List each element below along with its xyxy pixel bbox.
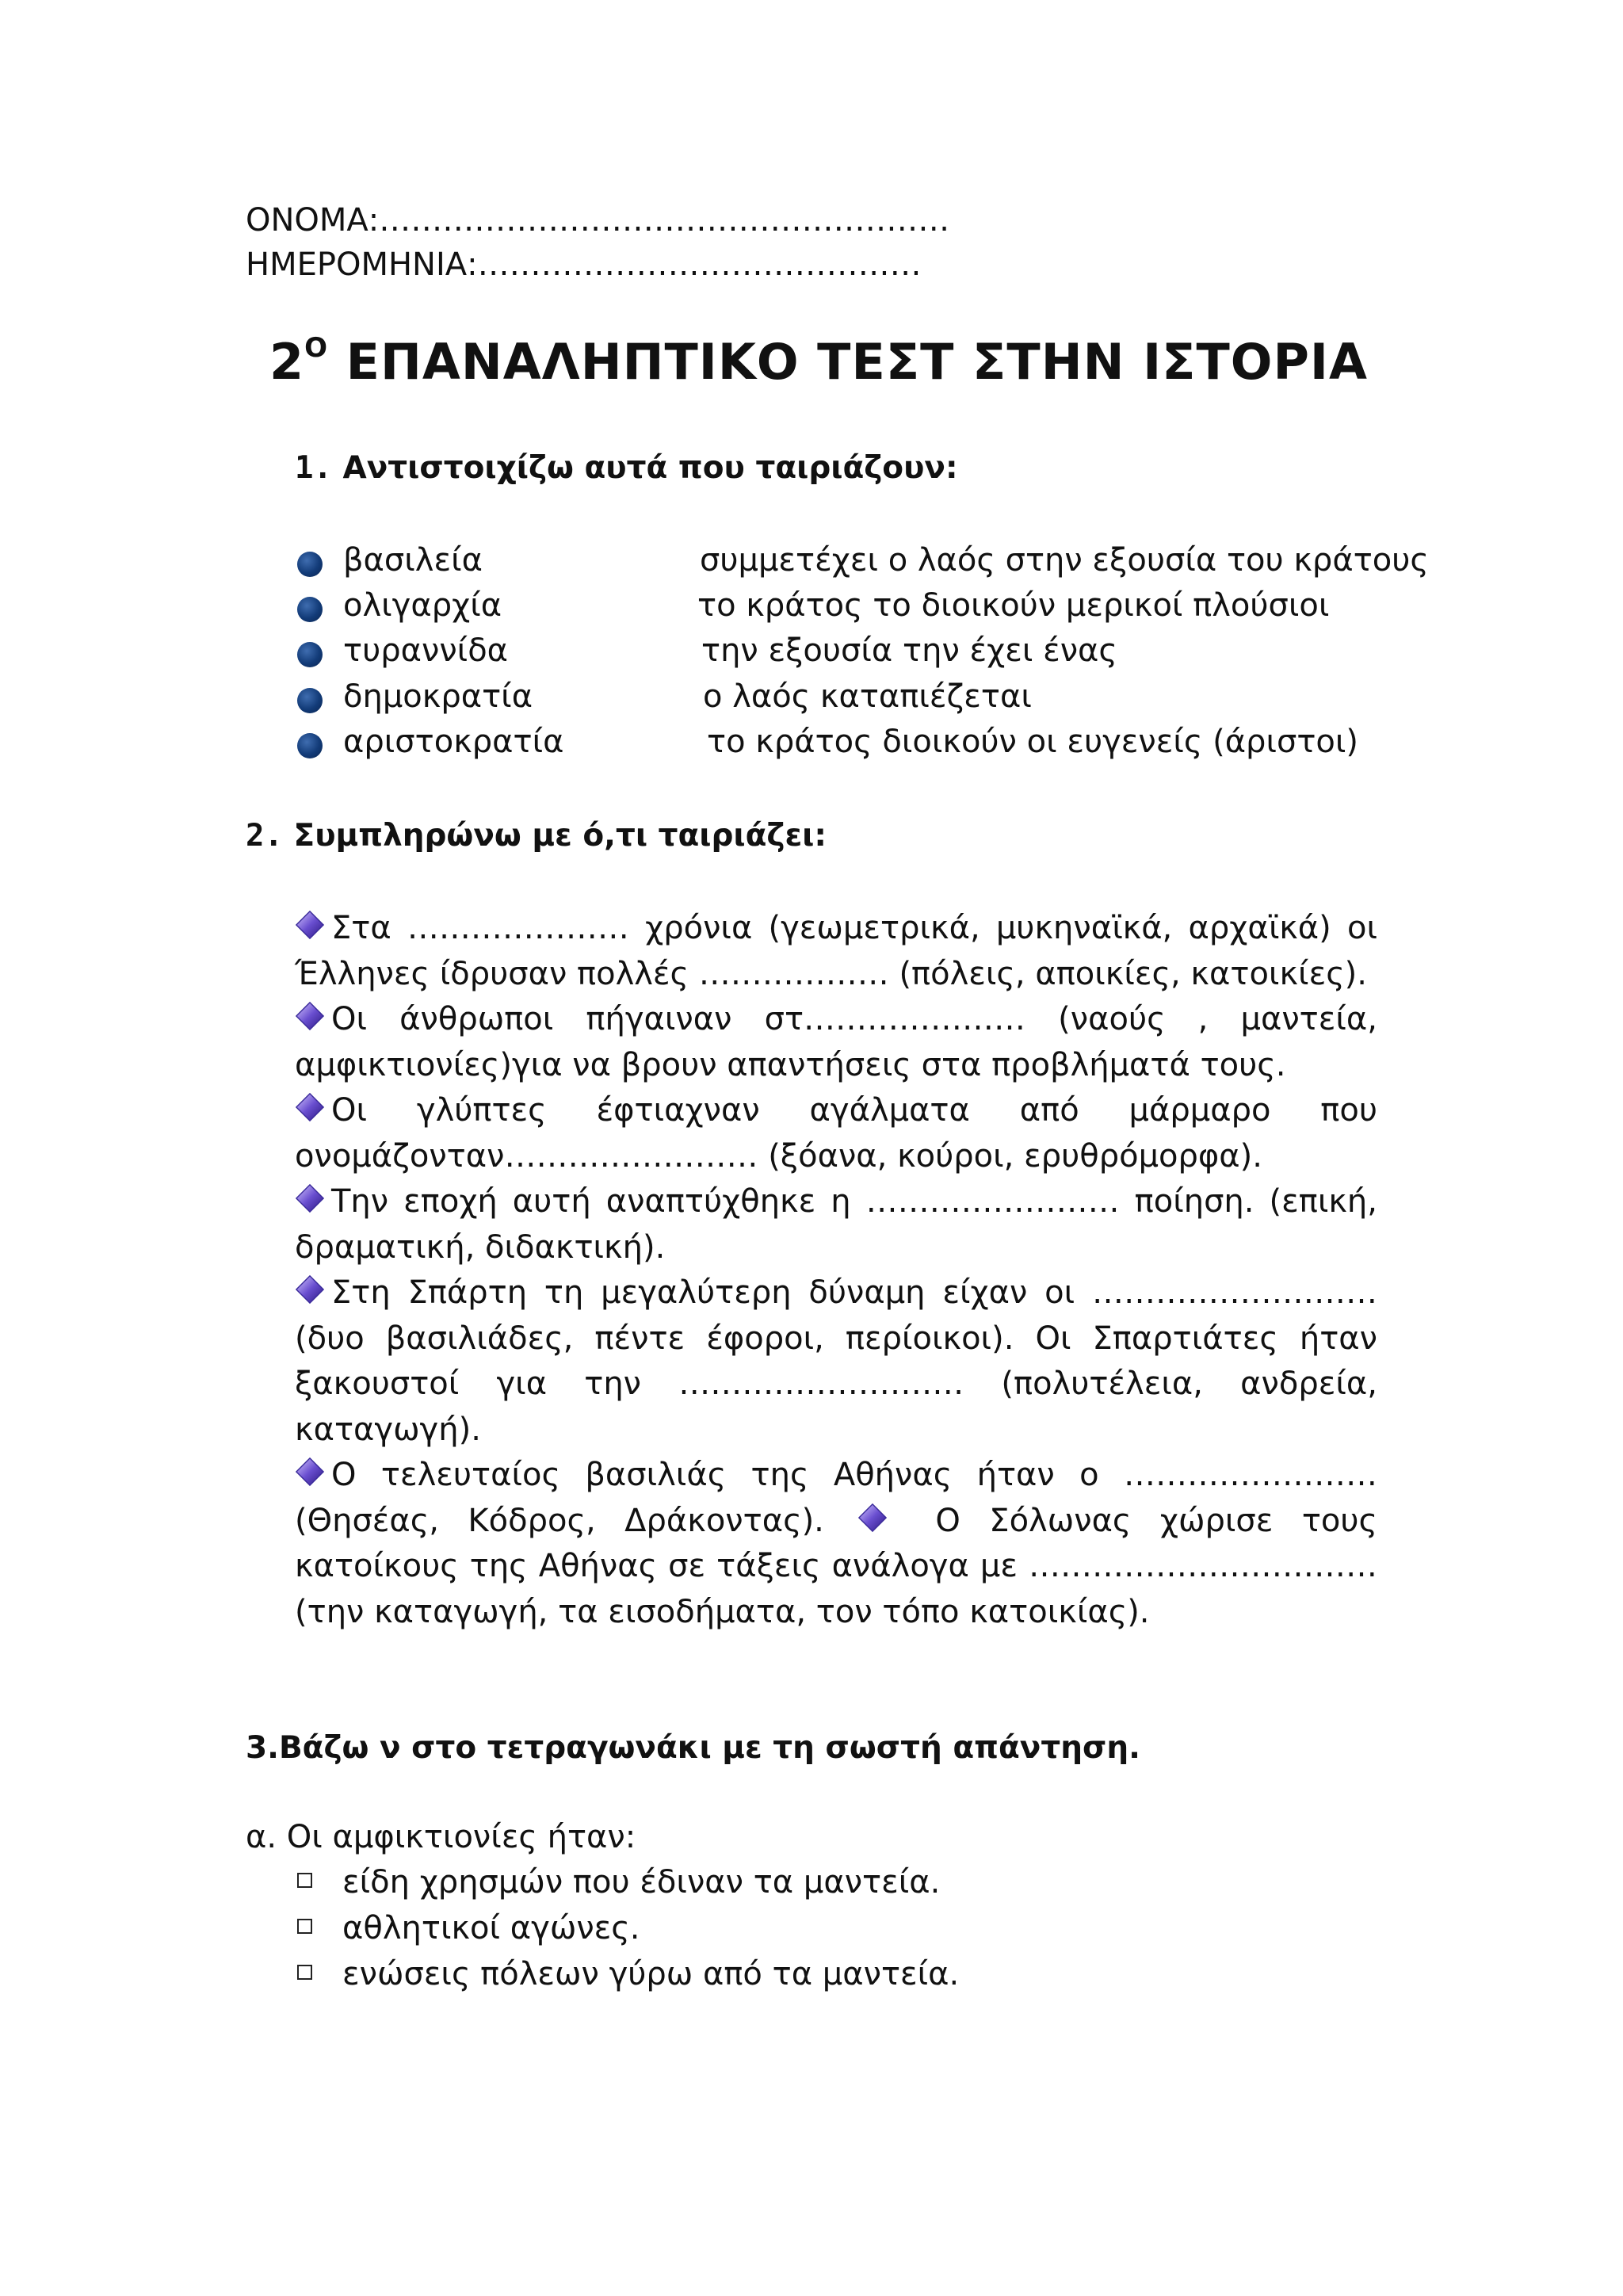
date-field-line: ΗΜΕΡΟΜΗΝΙΑ:…………………………………… [246, 246, 922, 283]
checkbox-icon[interactable] [297, 1919, 312, 1934]
answer-option-label: ενώσεις πόλεων γύρω από τα μαντεία. [342, 1956, 960, 1992]
section3-heading: 3.Βάζω ν στο τετραγωνάκι με τη σωστή απάντηση. [246, 1730, 1140, 1766]
match-right-item: την εξουσία την έχει ένας [701, 632, 1117, 669]
match-row [297, 587, 1407, 632]
title-superscript: Ο [304, 332, 329, 365]
fill-in-sentence: Στη Σπάρτη τη μεγαλύτερη δύναμη είχαν οι ……………………… (δυο βασιλιάδες, πέντε έφοροι, περίοικοι). Οι Σπαρτιάτες ήταν ξακουστοί για την ……………………… (πολυτέλεια, ανδρεία, καταγωγή). [295, 1274, 1377, 1448]
fill-in-sentence: Οι άνθρωποι πήγαιναν στ………………… (ναούς , μαντεία, αμφικτιονίες)για να βρουν απαντήσεις στα προβλήματά τους. [295, 1001, 1377, 1083]
answer-option [297, 1864, 940, 1901]
answer-option [297, 1956, 959, 1992]
match-left-item: αριστοκρατία [343, 724, 564, 760]
fill-in-sentence: Ο Σόλωνας χώρισε τους κατοίκους της Αθήνας σε τάξεις ανάλογα με …………………………… (την καταγωγή, τα εισοδήματα, τον τόπο κατοικίας). [295, 1502, 1378, 1630]
diamond-bullet-icon [295, 1092, 325, 1122]
answer-option-label: αθλητικοί αγώνες. [342, 1910, 640, 1946]
match-row [297, 542, 1429, 587]
page-title [269, 333, 1368, 391]
diamond-bullet-icon [295, 1274, 325, 1305]
checkbox-icon[interactable] [297, 1873, 312, 1888]
checkbox-icon[interactable] [297, 1965, 312, 1980]
match-right-item: το κράτος διοικούν οι ευγενείς (άριστοι) [707, 724, 1359, 760]
fill-in-sentence: Την εποχή αυτή αναπτύχθηκε η …………………… ποίηση. (επική, δραματική, διδακτική). [295, 1183, 1377, 1266]
match-right-item: ο λαός καταπιέζεται [703, 678, 1032, 715]
bullet-dot-icon [297, 688, 323, 713]
question-a: α. Οι αμφικτιονίες ήταν: [246, 1819, 636, 1855]
diamond-bullet-icon [295, 910, 325, 940]
section1-heading-text: Αντιστοιχίζω αυτά που ταιριάζουν: [331, 450, 958, 486]
section2-heading-text: Συμπληρώνω με ό,τι ταιριάζει: [282, 818, 827, 854]
bullet-dot-icon [297, 552, 323, 577]
bullet-dot-icon [297, 733, 323, 758]
answer-option-label: είδη χρησμών που έδιναν τα μαντεία. [342, 1864, 941, 1901]
section2-number: 2. [246, 818, 283, 854]
fill-in-sentence: Οι γλύπτες έφτιαχναν αγάλματα από μάρμαρο που ονομάζονταν…………………… (ξόανα, κούροι, ερυθρόμορφα). [295, 1092, 1377, 1175]
diamond-bullet-icon [857, 1503, 888, 1533]
fill-in-sentence: Ο τελευταίος βασιλιάς της Αθήνας ήταν ο …………………… (Θησέας, Κόδρος, Δράκοντας). [295, 1457, 1377, 1539]
section2-heading [246, 818, 827, 854]
bullet-dot-icon [297, 642, 323, 667]
diamond-bullet-icon [295, 1183, 325, 1213]
match-right-item: συμμετέχει ο λαός στην εξουσία του κράτους [700, 542, 1429, 579]
match-left-item: ολιγαρχία [343, 587, 502, 624]
diamond-bullet-icon [295, 1457, 325, 1487]
match-left-item: τυραννίδα [343, 632, 509, 669]
match-right-item: το κράτος το διοικούν μερικοί πλούσιοι [697, 587, 1330, 624]
bullet-dot-icon [297, 597, 323, 622]
title-prefix: 2 [269, 333, 305, 391]
diamond-bullet-icon [295, 1001, 325, 1031]
answer-option [297, 1910, 640, 1946]
name-field-line: ΟΝΟΜΑ:……………………………………………… [246, 202, 950, 239]
section1-number: 1. [295, 450, 332, 486]
match-left-item: βασιλεία [343, 542, 483, 579]
fill-in-paragraph [295, 906, 1377, 1635]
match-row [297, 678, 1407, 724]
match-left-item: δημοκρατία [343, 678, 533, 715]
title-rest: ΕΠΑΝΑΛΗΠΤΙΚΟ ΤΕΣΤ ΣΤΗΝ ΙΣΤΟΡΙΑ [328, 333, 1368, 391]
fill-in-sentence: Στα ………………… χρόνια (γεωμετρικά, μυκηναϊκά, αρχαϊκά) οι Έλληνες ίδρυσαν πολλές ……………… (πόλεις, αποικίες, κατοικίες). [295, 910, 1377, 992]
section1-heading [295, 450, 958, 486]
match-row [297, 632, 1407, 678]
match-row [297, 724, 1407, 769]
